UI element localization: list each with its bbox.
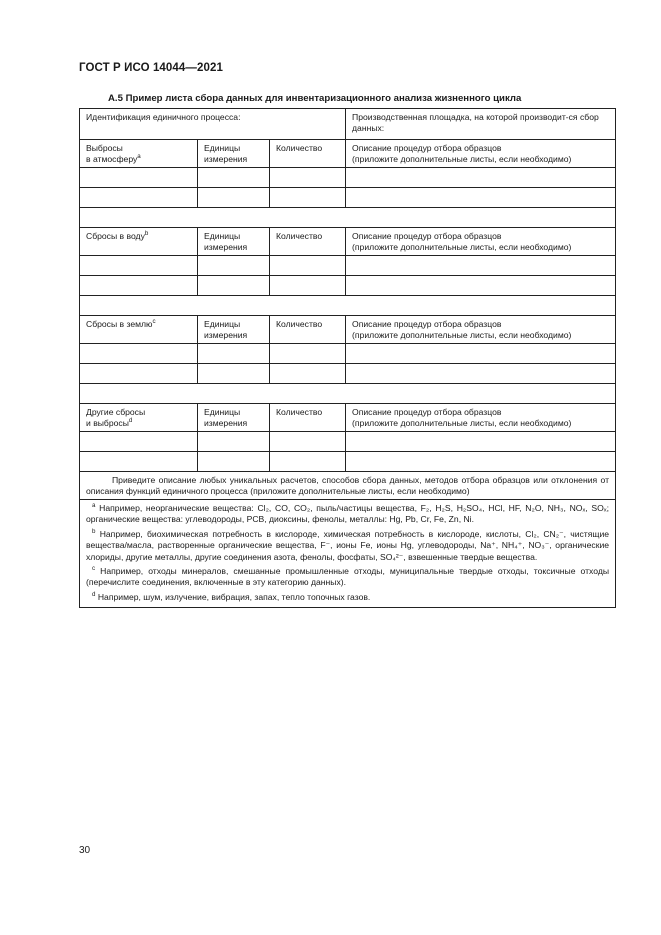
table-row: [80, 452, 616, 472]
table-cell[interactable]: [198, 364, 270, 384]
table-cell[interactable]: [346, 276, 616, 296]
units-header: Единицы измерения: [198, 228, 270, 256]
table-cell[interactable]: [346, 256, 616, 276]
table-cell[interactable]: [270, 188, 346, 208]
quantity-header: Количество: [270, 316, 346, 344]
table-cell[interactable]: [80, 452, 198, 472]
footnote-ref-a: a: [137, 153, 141, 161]
table-cell[interactable]: [80, 432, 198, 452]
table-cell[interactable]: [270, 452, 346, 472]
table-row: [80, 344, 616, 364]
table-row: [80, 168, 616, 188]
table-cell[interactable]: [198, 276, 270, 296]
footnote-ref-c: c: [152, 318, 156, 326]
header-row: [80, 109, 616, 140]
table-cell[interactable]: [270, 256, 346, 276]
table-cell[interactable]: [198, 432, 270, 452]
section-title: А.5 Пример листа сбора данных для инвентаризационного анализа жизненного цикла: [108, 93, 522, 104]
table-row: [80, 432, 616, 452]
table-cell[interactable]: [198, 188, 270, 208]
table-cell[interactable]: [270, 432, 346, 452]
table-cell[interactable]: [80, 344, 198, 364]
page-number: 30: [79, 845, 91, 856]
footnote-d: $^d$ Например, шум, излучение, вибрация, запах, тепло топочных газов.: [92, 590, 371, 602]
footnote-c: $^c$ Например, отходы минералов, смешанные промышленные отходы, муниципальные твердые отходы, токсичные отходы (перечислите соединения, включенные в эту категорию данных).: [86, 565, 610, 588]
units-header: Единицы измерения: [198, 316, 270, 344]
instruction-row: [80, 472, 616, 500]
group-label-land: Сбросы в землю$^c$: [80, 316, 198, 344]
table-cell[interactable]: [80, 188, 198, 208]
footnote-b: $^b$ Например, биохимическая потребность в кислороде, химическая потребность в кислороде, кислоты, Cl₂, CN₂⁻, чистящие вещества/масла, растворенные органические вещества, F⁻, ионы Fe, ионы Hg, углеводороды, Na⁺, NH₄⁺, NO₃⁻, органические хлориды, другие металлы, другие соединения азота, фенолы, фосфаты, SO₄²⁻, взвешенные твердые вещества.: [86, 527, 610, 562]
table-cell[interactable]: [80, 364, 198, 384]
table-cell[interactable]: [270, 364, 346, 384]
group-label-air: Выбросы в атмосферу$^a$: [80, 140, 198, 168]
table-cell[interactable]: [346, 168, 616, 188]
separator-row: [80, 208, 616, 228]
process-identification-label: Идентификация единичного процесса:: [86, 112, 241, 122]
sampling-description-header: Описание процедур отбора образцов (приложите дополнительные листы, если необходимо): [346, 228, 616, 256]
table-cell[interactable]: [346, 364, 616, 384]
separator-cell: [80, 208, 616, 228]
table-cell[interactable]: [270, 344, 346, 364]
footnote-a: $^a$ Например, неорганические вещества: Cl₂, CO, CO₂, пыль/частицы вещества, F₂, H₂S, H₂SO₄, HCl, HF, N₂O, NH₃, NOₓ, SOₓ; органические вещества: углеводороды, PCB, диоксины, фенолы, металлы: Hg, Pb, Cr, Fe, Zn, Ni.: [86, 502, 610, 525]
units-header: Единицы измерения: [198, 404, 270, 432]
sampling-description-header: Описание процедур отбора образцов (приложите дополнительные листы, если необходимо): [346, 140, 616, 168]
production-site-label: Производственная площадка, на которой производит-ся сбор данных:: [352, 112, 599, 133]
table-cell[interactable]: [270, 168, 346, 188]
group-header-row-air: [80, 140, 616, 168]
process-identification-cell[interactable]: [80, 109, 346, 140]
separator-cell: [80, 384, 616, 404]
table-row: [80, 256, 616, 276]
table-cell[interactable]: [346, 432, 616, 452]
table-cell[interactable]: [80, 168, 198, 188]
group-header-row-land: [80, 316, 616, 344]
table-cell[interactable]: [346, 344, 616, 364]
separator-row: [80, 296, 616, 316]
quantity-header: Количество: [270, 140, 346, 168]
footnotes-row: [80, 500, 616, 608]
table-cell[interactable]: [270, 276, 346, 296]
table-cell[interactable]: [346, 188, 616, 208]
table-cell[interactable]: [80, 276, 198, 296]
instruction-text: Приведите описание любых уникальных расчетов, способов сбора данных, методов отбора образцов или отклонения от описания функций единичного процесса (приложите дополнительные листы, если необходимо): [80, 472, 616, 500]
production-site-cell[interactable]: [346, 109, 616, 140]
table-cell[interactable]: [198, 452, 270, 472]
table-cell[interactable]: [80, 256, 198, 276]
table-cell[interactable]: [198, 168, 270, 188]
separator-cell: [80, 296, 616, 316]
footnotes-cell: [80, 500, 616, 608]
sampling-description-header: Описание процедур отбора образцов (приложите дополнительные листы, если необходимо): [346, 404, 616, 432]
table-cell[interactable]: [198, 256, 270, 276]
table-cell[interactable]: [346, 452, 616, 472]
group-label-water: Сбросы в воду$^b$: [80, 228, 198, 256]
document-header: ГОСТ Р ИСО 14044—2021: [79, 62, 224, 74]
separator-row: [80, 384, 616, 404]
units-header: Единицы измерения: [198, 140, 270, 168]
sampling-description-header: Описание процедур отбора образцов (приложите дополнительные листы, если необходимо): [346, 316, 616, 344]
quantity-header: Количество: [270, 404, 346, 432]
quantity-header: Количество: [270, 228, 346, 256]
data-collection-form: [79, 108, 616, 608]
table-row: [80, 276, 616, 296]
group-header-row-other: [80, 404, 616, 432]
group-label-other: Другие сбросы и выбросы$^d$: [80, 404, 198, 432]
group-header-row-water: [80, 228, 616, 256]
table-row: [80, 188, 616, 208]
table-row: [80, 364, 616, 384]
footnote-ref-d: d: [128, 417, 133, 425]
table-cell[interactable]: [198, 344, 270, 364]
footnote-ref-b: b: [144, 230, 149, 238]
